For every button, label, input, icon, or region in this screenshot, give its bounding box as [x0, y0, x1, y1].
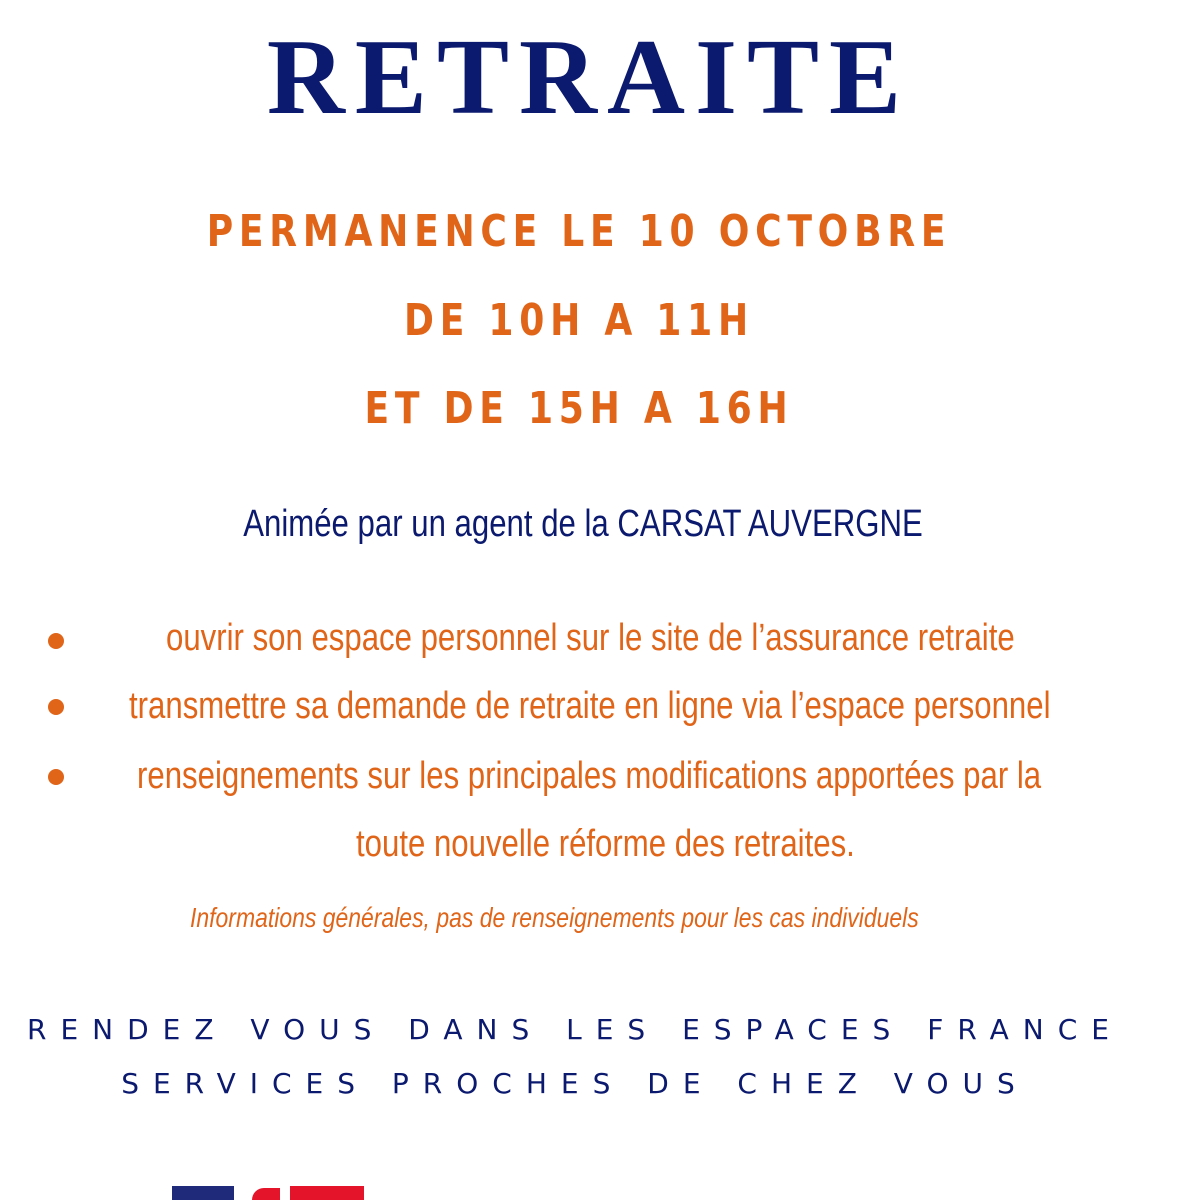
schedule-morning: DE 10H A 11H [404, 295, 754, 346]
disclaimer-note: Informations générales, pas de renseignements pour les cas individuels [190, 902, 919, 933]
bullet-icon [48, 699, 64, 715]
call-to-action-line-2: SERVICES PROCHES DE CHEZ VOUS [121, 1067, 1029, 1100]
bullet-icon [48, 769, 64, 785]
bullet-icon [48, 633, 64, 649]
list-item: transmettre sa demande de retraite en ligne via l’espace personnel [129, 685, 1051, 727]
logo-blue-band [172, 1186, 234, 1200]
poster-title: RETRAITE [266, 18, 912, 137]
list-item: ouvrir son espace personnel sur le site de l’assurance retraite [166, 617, 1015, 659]
host-line: Animée par un agent de la CARSAT AUVERGNE [243, 503, 923, 545]
schedule-date: PERMANENCE LE 10 OCTOBRE [206, 206, 952, 257]
republique-francaise-logo [172, 1186, 364, 1200]
logo-swoosh-icon [252, 1188, 280, 1200]
schedule-afternoon: ET DE 15H A 16H [364, 383, 794, 434]
logo-red-band [290, 1186, 364, 1200]
list-item: renseignements sur les principales modifications apportées par la [137, 755, 1042, 797]
list-item-continuation: toute nouvelle réforme des retraites. [356, 823, 855, 865]
call-to-action-line-1: RENDEZ VOUS DANS LES ESPACES FRANCE [26, 1013, 1123, 1046]
